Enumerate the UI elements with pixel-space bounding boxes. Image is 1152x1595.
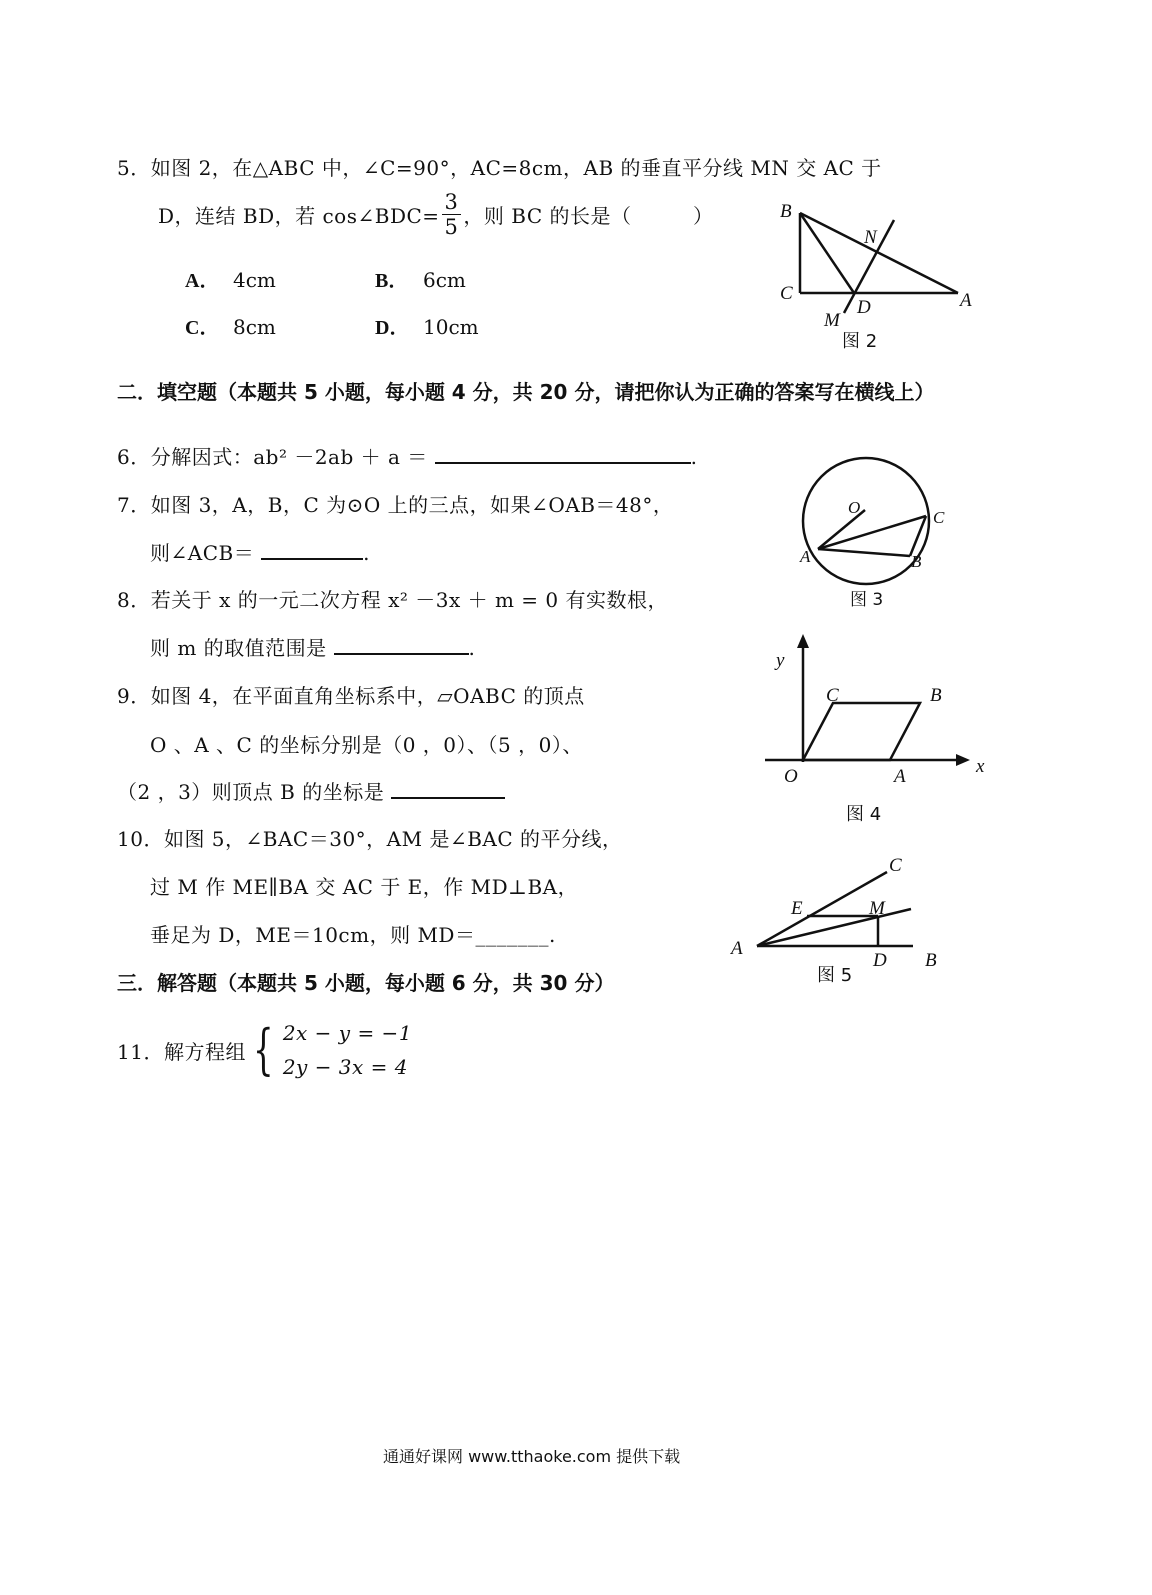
q9-line2: O 、A 、C 的坐标分别是（0 ，0）、（5 ，0）、 xyxy=(150,733,583,757)
q7-line2 xyxy=(150,537,370,566)
q11-equation-system xyxy=(246,1016,412,1084)
fig5-label-m: M xyxy=(869,898,885,919)
fig5-label-a: A xyxy=(731,938,743,959)
q11-equation-2: 2y − 3x = 4 xyxy=(282,1055,409,1079)
fig2-segment-bd xyxy=(800,213,854,293)
option-text: 4cm xyxy=(233,268,276,292)
fig2-label-m: M xyxy=(824,310,840,331)
fig5-label-d: D xyxy=(873,950,887,971)
option-text: 10cm xyxy=(423,315,479,339)
fig2-segment-ba xyxy=(800,213,958,293)
fig3-segment-ac xyxy=(818,516,926,549)
q5-line1: 5．如图 2，在△ABC 中，∠C=90°，AC=8cm，AB 的垂直平分线 MN 交 AC 于 xyxy=(117,156,882,180)
q6-answer-blank[interactable] xyxy=(435,442,691,464)
q5-line2 xyxy=(158,190,714,239)
q8-line2 xyxy=(150,632,475,661)
figure-5 xyxy=(725,850,955,990)
figure-2 xyxy=(770,195,990,355)
fig4-parallelogram xyxy=(803,703,920,760)
q9-line1: 9．如图 4，在平面直角坐标系中，▱OABC 的顶点 xyxy=(117,684,585,708)
fig3-label-c: C xyxy=(933,508,945,527)
fig4-y-arrow xyxy=(797,634,809,648)
fig4-caption: 图 4 xyxy=(846,804,882,825)
q5-option-d xyxy=(375,311,479,340)
q11-equation-1: 2x − y = −1 xyxy=(282,1021,413,1045)
q5-line2-post: ，则 BC 的长是（ ） xyxy=(463,204,714,228)
fig3-segment-ab xyxy=(818,549,910,556)
q9-line3 xyxy=(117,776,505,805)
q8-answer-blank[interactable] xyxy=(334,633,469,655)
fig3-label-o: O xyxy=(848,498,861,517)
fig4-label-y: y xyxy=(776,650,785,671)
q9-answer-blank[interactable] xyxy=(391,777,505,799)
fig5-label-c: C xyxy=(889,855,902,876)
q7-line1: 7．如图 3，A，B，C 为⊙O 上的三点，如果∠OAB＝48°， xyxy=(117,493,674,517)
option-letter: D． xyxy=(375,317,410,339)
fig4-label-c: C xyxy=(826,685,839,706)
fig3-label-b: B xyxy=(911,552,922,571)
section-2-heading: 二．填空题（本题共 5 小题，每小题 4 分，共 20 分，请把你认为正确的答案写在横线上） xyxy=(117,380,935,404)
fig2-label-a: A xyxy=(960,290,972,311)
option-letter: A． xyxy=(185,270,220,292)
figure-3 xyxy=(790,445,960,615)
q5-option-b xyxy=(375,264,466,293)
section-3-heading: 三．解答题（本题共 5 小题，每小题 6 分，共 30 分） xyxy=(117,971,615,995)
q10-line1: 10．如图 5，∠BAC＝30°，AM 是∠BAC 的平分线， xyxy=(117,827,623,851)
fig2-label-n: N xyxy=(864,227,877,248)
q10-line2: 过 M 作 ME∥BA 交 AC 于 E，作 MD⊥BA， xyxy=(150,875,579,899)
q11 xyxy=(117,1016,412,1084)
q6-end: . xyxy=(690,445,698,469)
fig4-label-x: x xyxy=(976,756,985,777)
fig5-caption: 图 5 xyxy=(817,965,853,986)
q8-end: . xyxy=(468,636,476,660)
q7-end: . xyxy=(363,541,370,565)
fig2-label-d: D xyxy=(857,297,871,318)
q5-line2-pre: D，连结 BD，若 cos∠BDC= xyxy=(158,204,440,228)
q5-option-c xyxy=(185,311,276,340)
q9-line3-text: （2 ，3）则顶点 B 的坐标是 xyxy=(117,780,385,804)
option-text: 6cm xyxy=(423,268,466,292)
fig2-label-c: C xyxy=(780,283,793,304)
q11-label: 11．解方程组 xyxy=(117,1039,246,1064)
q6-text: 6．分解因式：ab² －2ab ＋ a ＝ xyxy=(117,445,428,469)
fig4-x-arrow xyxy=(956,754,970,766)
fig3-segment-cb xyxy=(910,516,926,556)
fig5-bisector-am xyxy=(757,909,911,946)
fraction-numerator: 3 xyxy=(442,190,462,215)
fig5-ray-ac xyxy=(757,872,887,946)
fig4-label-o: O xyxy=(784,766,798,787)
fig5-label-e: E xyxy=(791,898,803,919)
fig4-label-b: B xyxy=(930,685,942,706)
fig3-label-a: A xyxy=(800,547,811,566)
q10-line3: 垂足为 D，ME＝10cm，则 MD＝_______. xyxy=(150,923,556,947)
q7-line2-text: 则∠ACB＝ xyxy=(150,541,255,565)
fraction-denominator: 5 xyxy=(444,215,459,239)
figure-4 xyxy=(760,630,995,830)
page-footer: 通通好课网 www.tthaoke.com 提供下载 xyxy=(383,1447,681,1466)
q5-fraction xyxy=(442,190,462,239)
q8-line1: 8．若关于 x 的一元二次方程 x² －3x ＋ m = 0 有实数根， xyxy=(117,588,668,612)
fig2-caption: 图 2 xyxy=(842,331,878,352)
q5-option-a xyxy=(185,264,276,293)
option-letter: B． xyxy=(375,270,409,292)
option-letter: C． xyxy=(185,317,220,339)
option-text: 8cm xyxy=(233,315,276,339)
q7-answer-blank[interactable] xyxy=(261,538,363,560)
fig2-label-b: B xyxy=(780,201,792,222)
q6 xyxy=(117,441,698,470)
fig4-label-a: A xyxy=(894,766,906,787)
fig3-caption: 图 3 xyxy=(850,590,884,610)
fig5-label-b: B xyxy=(925,950,937,971)
q8-line2-text: 则 m 的取值范围是 xyxy=(150,636,327,660)
brace-icon: { xyxy=(252,1018,274,1081)
